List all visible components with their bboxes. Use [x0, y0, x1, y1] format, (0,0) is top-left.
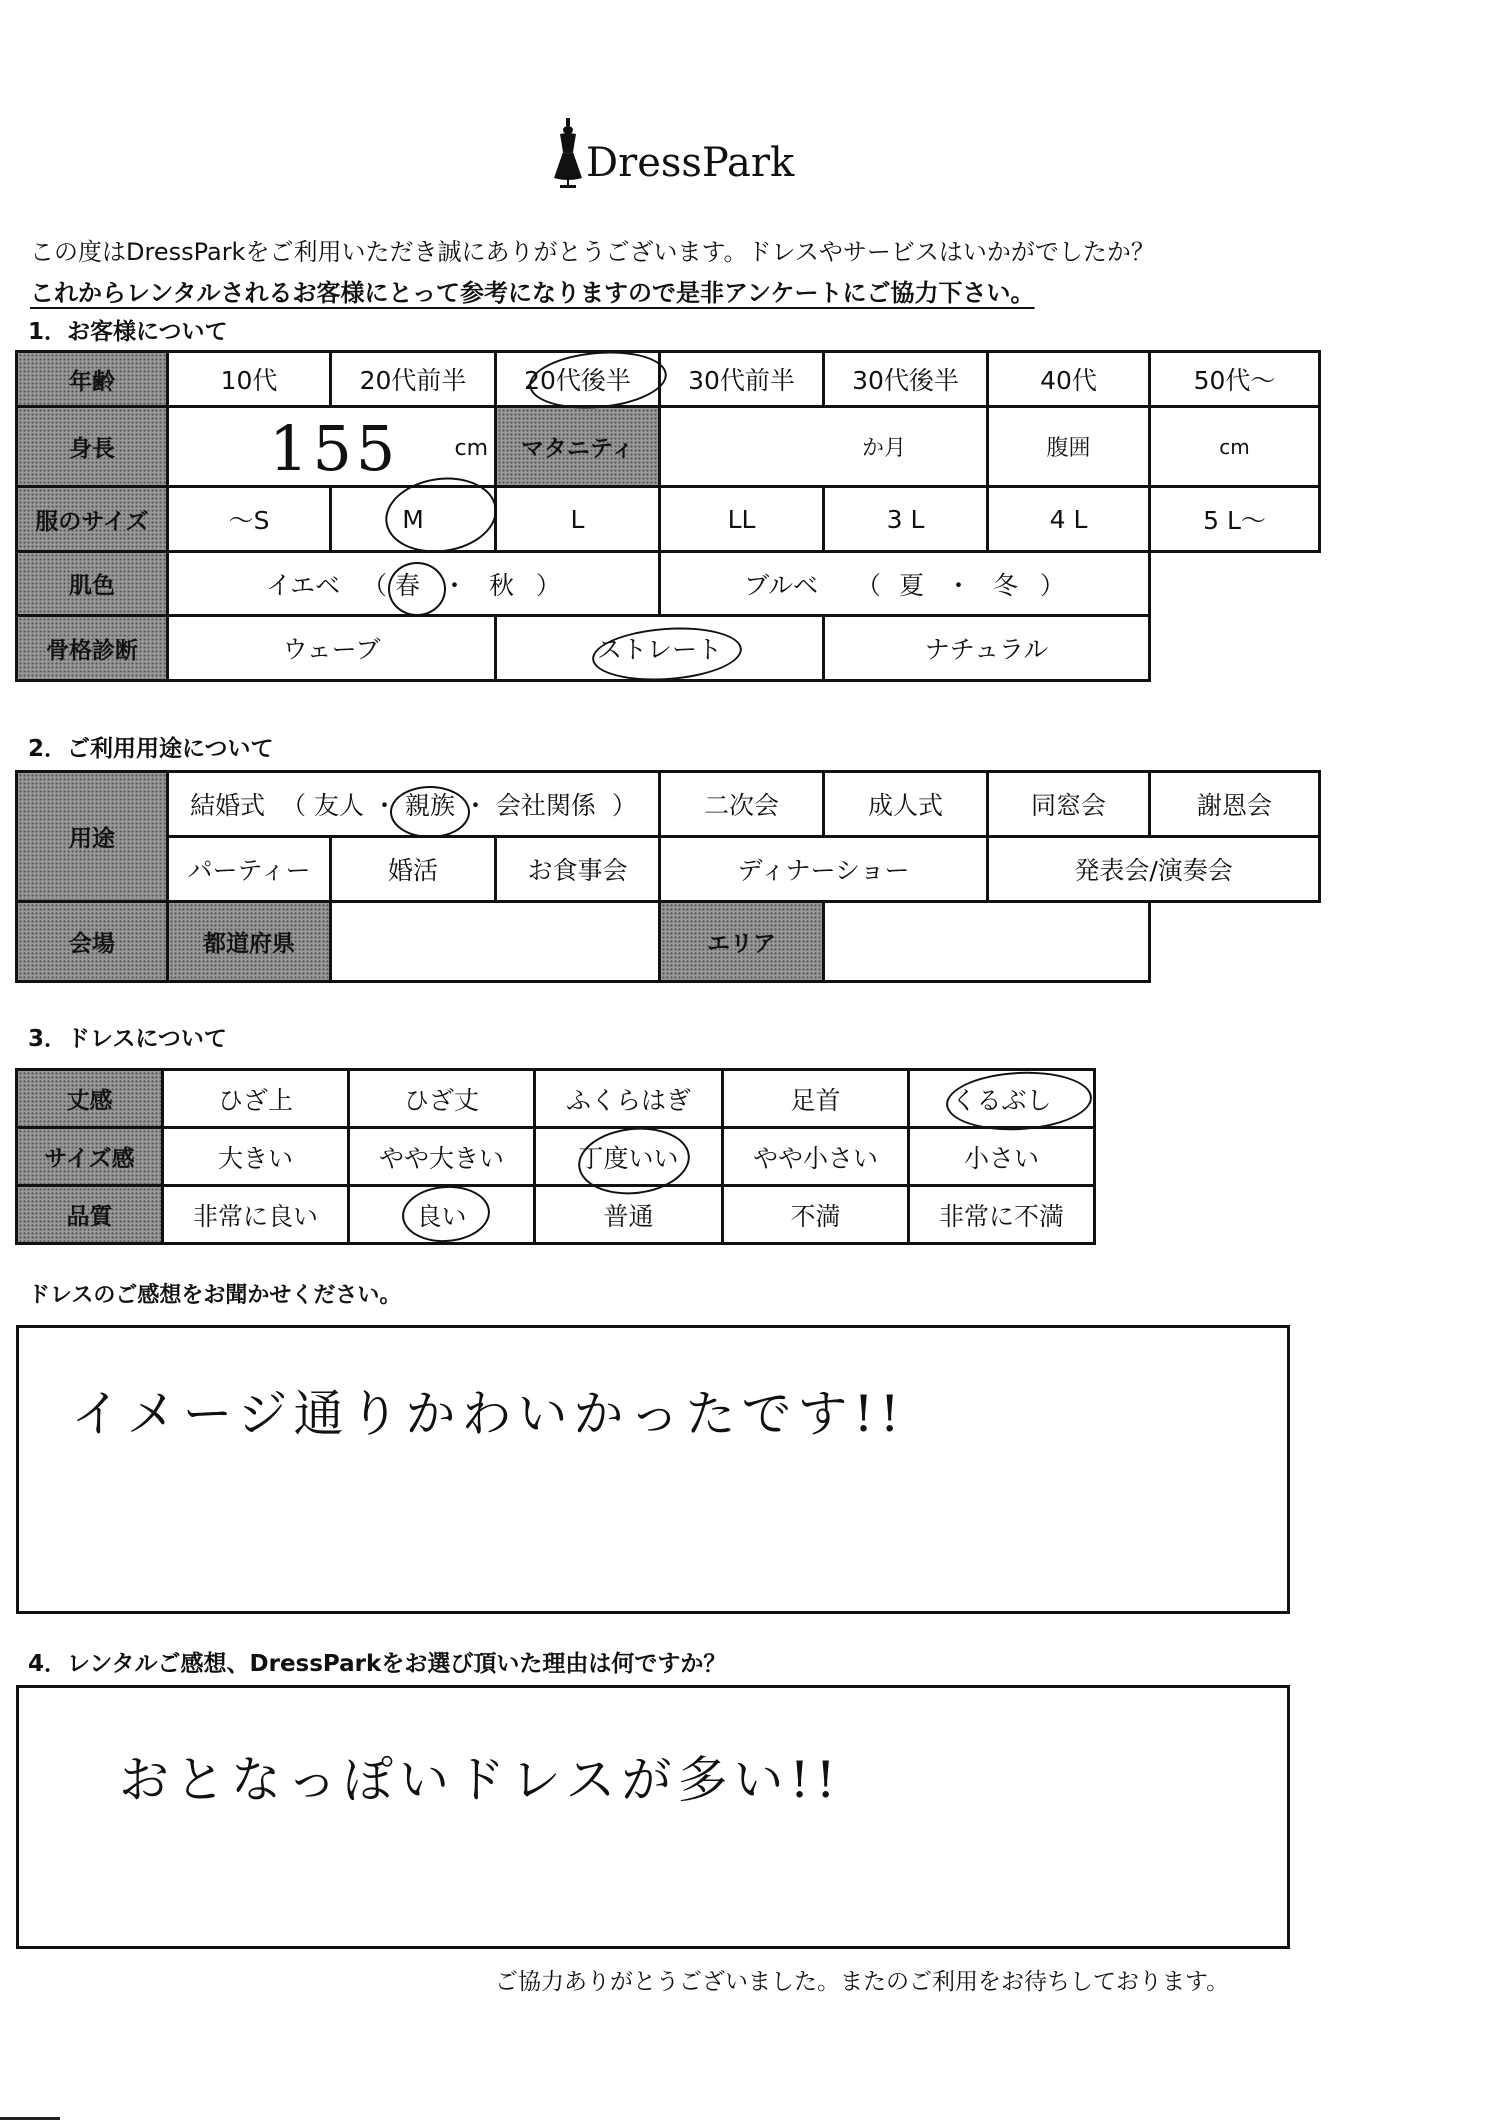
length-row — [17, 1070, 1095, 1128]
fit-option[interactable]: やや大きい — [349, 1128, 535, 1186]
skeleton-option[interactable]: ナチュラル — [824, 616, 1150, 681]
maternity-unit: か月 — [861, 436, 906, 461]
usage-option[interactable]: 婚活 — [331, 837, 496, 902]
fit-option[interactable]: 小さい — [909, 1128, 1095, 1186]
usage-option[interactable]: 成人式 — [824, 772, 988, 837]
skeleton-label: 骨格診断 — [17, 616, 168, 681]
intro-line-1: この度はDressParkをご利用いただき誠にありがとうございます。ドレスやサービスはいかがでしたか？ — [30, 238, 1155, 266]
length-label: 丈感 — [17, 1070, 163, 1128]
usage-option[interactable]: ディナーショー — [660, 837, 988, 902]
intro-line-2: これからレンタルされるお客様にとって参考になりますので是非アンケートにご協力下さい。 — [30, 279, 1035, 307]
paren-open: （ — [856, 570, 882, 600]
usage-row-2 — [17, 837, 1320, 902]
separator-dot: ・ — [462, 791, 488, 820]
usage-wedding[interactable] — [168, 772, 660, 837]
length-option[interactable]: ひざ丈 — [349, 1070, 535, 1128]
usage-option[interactable]: 同窓会 — [988, 772, 1150, 837]
skeleton-option[interactable]: ウェーブ — [168, 616, 496, 681]
length-option[interactable]: 足首 — [723, 1070, 909, 1128]
impression-prompt: ドレスのご感想をお聞かせください。 — [28, 1283, 402, 1308]
usage-option[interactable]: お食事会 — [496, 837, 660, 902]
season-summer[interactable]: 夏 — [899, 570, 925, 600]
paren-close: ） — [1039, 570, 1065, 600]
usage-row-1 — [17, 772, 1320, 837]
age-option[interactable]: 40代 — [988, 352, 1150, 407]
usage-option[interactable]: 謝恩会 — [1150, 772, 1320, 837]
season-autumn[interactable]: 秋 — [488, 570, 514, 600]
reason-answer: おとなっぽいドレスが多い!! — [119, 1751, 842, 1809]
waist-label: 腹囲 — [988, 407, 1150, 487]
empty-cell — [1150, 616, 1320, 681]
wedding-text: 結婚式 — [190, 791, 266, 820]
customer-table — [15, 350, 1321, 682]
waist-field[interactable] — [1150, 407, 1320, 487]
wedding-friend[interactable]: 友人 — [314, 791, 365, 820]
size-option-selected[interactable]: M — [331, 487, 496, 552]
skeleton-row — [17, 616, 1320, 681]
usage-option[interactable]: パーティー — [168, 837, 331, 902]
maternity-field[interactable] — [660, 407, 988, 487]
skeleton-option-selected[interactable]: ストレート — [496, 616, 824, 681]
height-value: 155 — [269, 412, 400, 485]
usage-table — [15, 770, 1321, 983]
season-winter[interactable]: 冬 — [992, 570, 1018, 600]
venue-label: 会場 — [17, 902, 168, 982]
yellow-base-text: イエベ — [266, 570, 341, 600]
separator-dot: ・ — [441, 570, 467, 600]
footer-thanks: ご協力ありがとうございました。またのご利用をお待ちしております。 — [495, 1969, 1230, 1995]
section-2-title: 2．ご利用用途について — [28, 736, 274, 762]
quality-option[interactable]: 不満 — [723, 1186, 909, 1244]
quality-option[interactable]: 非常に不満 — [909, 1186, 1095, 1244]
fit-option[interactable]: 大きい — [163, 1128, 349, 1186]
reason-answer-box[interactable] — [16, 1685, 1290, 1949]
skin-yellow-base[interactable] — [168, 552, 660, 616]
size-option[interactable]: L — [496, 487, 660, 552]
impression-answer: イメージ通りかわいかったです!! — [71, 1385, 906, 1443]
usage-option[interactable]: 二次会 — [660, 772, 824, 837]
quality-option[interactable]: 非常に良い — [163, 1186, 349, 1244]
empty-cell — [1150, 902, 1320, 982]
size-label: 服のサイズ — [17, 487, 168, 552]
age-option[interactable]: 50代～ — [1150, 352, 1320, 407]
season-spring[interactable]: 春 — [395, 570, 421, 600]
height-row — [17, 407, 1320, 487]
quality-row — [17, 1186, 1095, 1244]
scan-artifact — [0, 2117, 60, 2120]
quality-option[interactable]: 普通 — [535, 1186, 723, 1244]
usage-label: 用途 — [17, 772, 168, 902]
paren-close: ） — [611, 791, 637, 820]
impression-answer-box[interactable] — [16, 1325, 1290, 1614]
quality-option-selected[interactable]: 良い — [349, 1186, 535, 1244]
venue-row — [17, 902, 1320, 982]
dress-table — [15, 1068, 1096, 1245]
empty-cell — [1150, 552, 1320, 616]
length-option[interactable]: ふくらはぎ — [535, 1070, 723, 1128]
section-4-title: 4．レンタルご感想、DressParkをお選び頂いた理由は何ですか？ — [28, 1651, 727, 1677]
skin-row — [17, 552, 1320, 616]
length-option-selected[interactable]: くるぶし — [909, 1070, 1095, 1128]
age-option[interactable]: 30代前半 — [660, 352, 824, 407]
fit-option-selected[interactable]: 丁度いい — [535, 1128, 723, 1186]
length-option[interactable]: ひざ上 — [163, 1070, 349, 1128]
blue-base-text: ブルベ — [744, 570, 819, 600]
wedding-company[interactable]: 会社関係 — [495, 791, 596, 820]
separator-dot: ・ — [372, 791, 398, 820]
paren-close: ） — [535, 570, 561, 600]
prefecture-field[interactable] — [331, 902, 660, 982]
brand-name: DressPark — [586, 140, 795, 186]
paren-open: （ — [362, 570, 388, 600]
quality-label: 品質 — [17, 1186, 163, 1244]
section-3-title: 3．ドレスについて — [28, 1026, 227, 1052]
height-field[interactable] — [168, 407, 496, 487]
separator-dot: ・ — [945, 570, 971, 600]
height-unit: cm — [454, 436, 488, 461]
size-option[interactable]: 5 L～ — [1150, 487, 1320, 552]
usage-option[interactable]: 発表会/演奏会 — [988, 837, 1320, 902]
waist-unit: cm — [1219, 434, 1250, 459]
skin-blue-base[interactable] — [660, 552, 1150, 616]
area-field[interactable] — [824, 902, 1150, 982]
height-label: 身長 — [17, 407, 168, 487]
wedding-relative[interactable]: 親族 — [404, 791, 455, 820]
skin-label: 肌色 — [17, 552, 168, 616]
age-label: 年齢 — [17, 352, 168, 407]
size-option[interactable]: LL — [660, 487, 824, 552]
age-option[interactable]: 10代 — [168, 352, 331, 407]
age-option[interactable]: 30代後半 — [824, 352, 988, 407]
section-1-title: 1．お客様について — [28, 319, 228, 345]
age-option-selected[interactable]: 20代後半 — [496, 352, 660, 407]
size-row — [17, 487, 1320, 552]
dresspark-logo — [548, 118, 795, 190]
dress-mannequin-icon — [548, 118, 588, 190]
maternity-label: マタニティ — [496, 407, 660, 487]
area-label: エリア — [660, 902, 824, 982]
size-option[interactable]: ～S — [168, 487, 331, 552]
prefecture-label: 都道府県 — [168, 902, 331, 982]
age-option[interactable]: 20代前半 — [331, 352, 496, 407]
age-row — [17, 352, 1320, 407]
fit-label: サイズ感 — [17, 1128, 163, 1186]
fit-option[interactable]: やや小さい — [723, 1128, 909, 1186]
size-option[interactable]: 3 L — [824, 487, 988, 552]
paren-open: （ — [281, 791, 307, 820]
fit-row — [17, 1128, 1095, 1186]
size-option[interactable]: 4 L — [988, 487, 1150, 552]
